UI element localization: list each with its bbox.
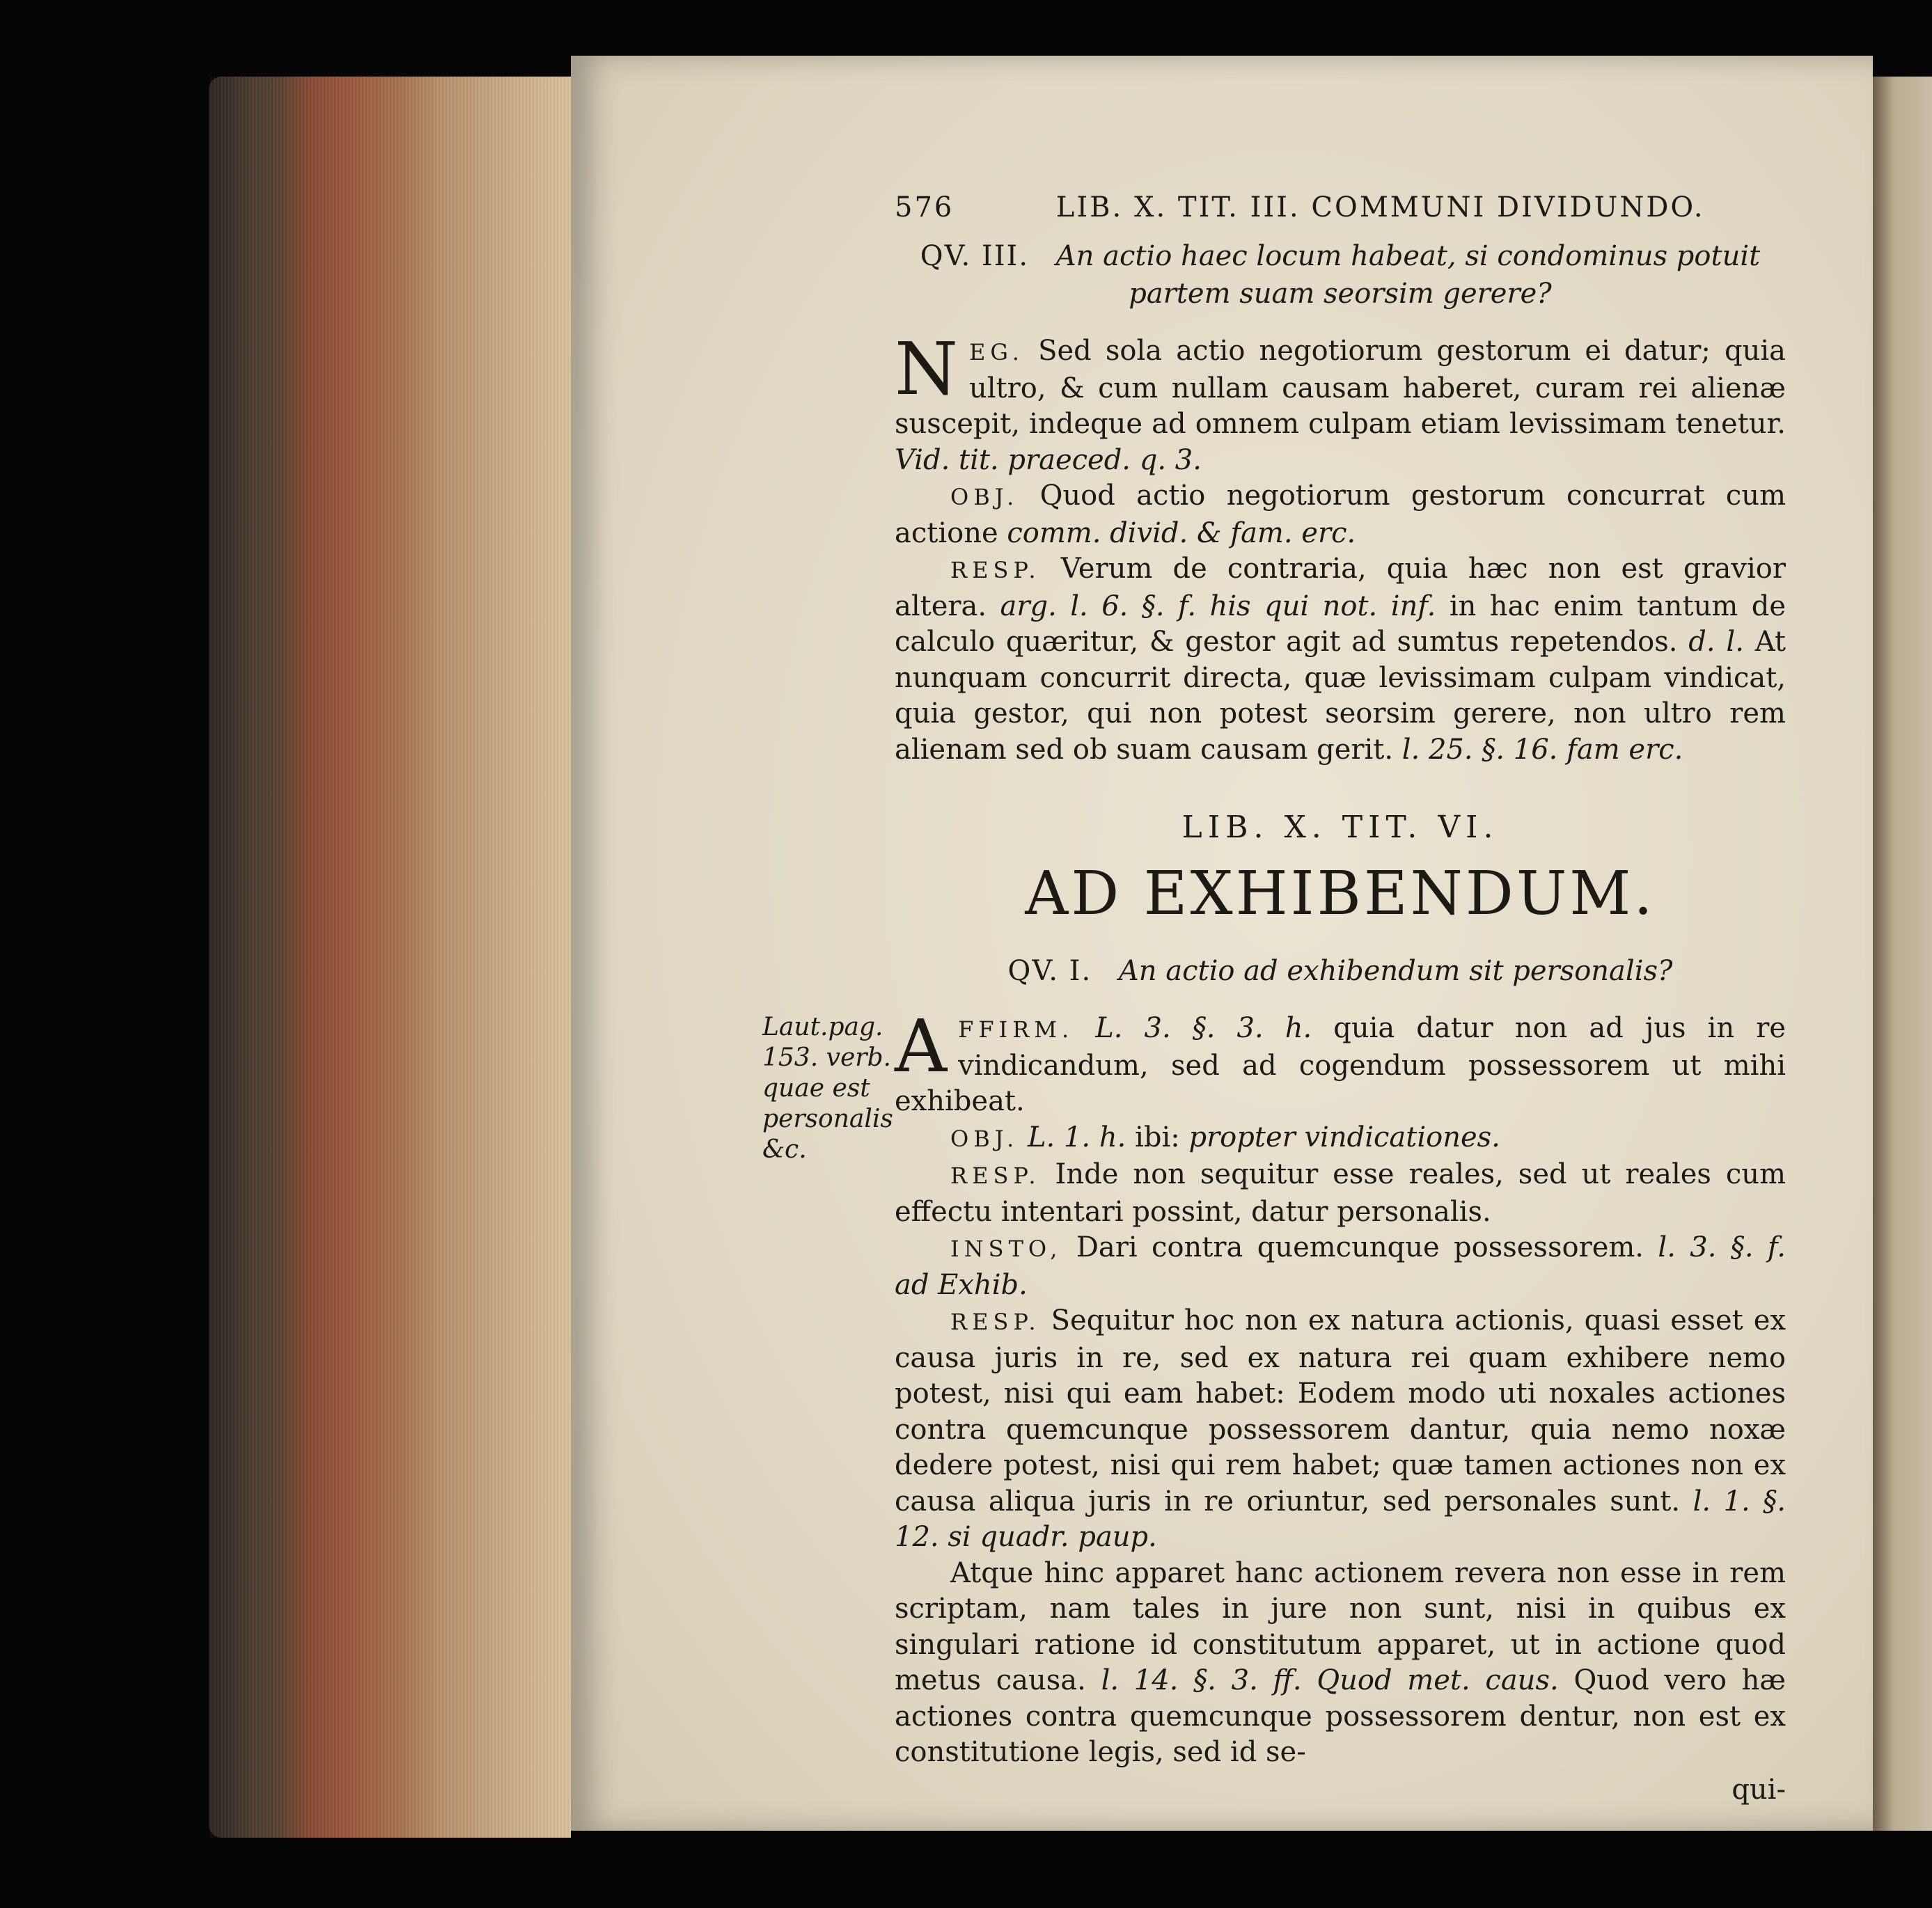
- paragraph-text: ibi:: [1135, 1121, 1180, 1153]
- drop-cap: N: [895, 326, 958, 411]
- citation: L. 3. §. 3. h.: [1095, 1012, 1312, 1044]
- margin-note-line: &c.: [762, 1135, 807, 1164]
- paragraph-text: Quod vero hæ actiones contra quemcunque possessorem dentur, non est ex constitutione legis, sed id se-: [895, 1664, 1786, 1768]
- facing-page-edge: [1873, 77, 1932, 1831]
- paragraph-text: quia datur non ad jus in re vindicandum, sed ad cogendum possessorem ut mihi exhibeat.: [895, 1012, 1786, 1117]
- paragraph-resp: [895, 1157, 1786, 1230]
- paragraph-obj: [895, 478, 1786, 551]
- paragraph-text: Quod actio negotiorum gestorum concurrat cum actione: [895, 480, 1786, 549]
- paragraph-text: Verum de contraria, quia hæc non est gravior altera.: [895, 553, 1786, 622]
- question-label: QV. III.: [920, 240, 1030, 272]
- running-title: LIB. X. TIT. III. COMMUNI DIVIDUNDO.: [1055, 191, 1705, 223]
- citation: l. 1. §. 12. si quadr. paup.: [895, 1485, 1786, 1553]
- question-three: [895, 237, 1786, 313]
- citation: L. 1. h.: [1027, 1121, 1126, 1153]
- margin-note-line: quae est: [762, 1074, 870, 1103]
- question-one: [895, 952, 1786, 990]
- paragraph-text: Inde non sequitur esse reales, sed ut reales cum effectu intentari possint, datur personalis.: [895, 1158, 1786, 1228]
- paragraph-resp-two: [895, 1303, 1786, 1556]
- citation: l. 3. §. f. ad Exhib.: [895, 1231, 1786, 1301]
- page-text: [762, 191, 1786, 1806]
- citation: d. l.: [1688, 626, 1744, 658]
- question-text: An actio haec locum habeat, si condominus potuit partem suam seorsim gerere?: [1055, 240, 1761, 310]
- margin-note: [762, 1012, 895, 1165]
- book-fore-edge: [209, 77, 571, 1838]
- paragraph-text: Sed sola actio negotiorum gestorum ei datur; quia ultro, & cum nullam causam haberet, curam rei alienæ suscepit, indeque ad omnem culpam etiam levissimam tenetur.: [895, 335, 1786, 440]
- lead-word: INSTO,: [950, 1236, 1062, 1262]
- question-text: An actio ad exhibendum sit personalis?: [1118, 955, 1673, 987]
- paragraph-insto: [895, 1230, 1786, 1303]
- citation: l. 25. §. 16. fam erc.: [1401, 733, 1683, 766]
- paragraph-atque: [895, 1556, 1786, 1771]
- margin-note-line: 153. verb.: [762, 1043, 891, 1072]
- lead-word: RESP.: [950, 1162, 1041, 1189]
- lead-word: EG.: [969, 339, 1024, 365]
- margin-note-line: Laut.pag.: [762, 1013, 883, 1041]
- citation: comm. divid. & fam. erc.: [1007, 517, 1356, 549]
- lead-word: RESP.: [950, 1309, 1041, 1335]
- margin-note-line: personalis: [762, 1105, 893, 1133]
- answer-block-one: [895, 326, 1786, 768]
- page-number: 576: [895, 191, 955, 223]
- paragraph-resp: [895, 551, 1786, 768]
- question-label: QV. I.: [1007, 955, 1092, 987]
- paragraph-obj: [895, 1120, 1786, 1158]
- paragraph-text: Dari contra quemcunque possessorem.: [1076, 1231, 1644, 1263]
- answer-block-two: [762, 1004, 1786, 1806]
- citation: arg. l. 6. §. f. his qui not. inf.: [1000, 590, 1436, 622]
- lead-word: OBJ.: [950, 1125, 1019, 1152]
- catchword: qui-: [1731, 1773, 1786, 1806]
- lead-word: RESP.: [950, 557, 1041, 583]
- paragraph-neg: [895, 326, 1786, 478]
- paragraph-text: Sequitur hoc non ex natura actionis, quasi esset ex causa juris in re, sed ex natura rei quam exhibere nemo potest, nisi qui eam habet: Eodem modo uti noxales actiones contra quemcunque possessorem dantur, quia nemo noxæ dedere potest, nisi qui rem habet; quæ tamen actiones non ex causa aliqua juris in re oriuntur, sed personales sunt.: [895, 1304, 1786, 1517]
- lead-word: FFIRM.: [958, 1016, 1074, 1043]
- section-heading: LIB. X. TIT. VI.: [1181, 810, 1499, 845]
- lead-word: OBJ.: [950, 484, 1019, 510]
- paragraph-text: Atque hinc apparet hanc actionem revera non esse in rem scriptam, nam tales in jure non sunt, nisi in quibus ex singulari ratione id constitutum apparet, ut in actione quod metus causa.: [895, 1556, 1786, 1696]
- drop-cap: A: [895, 1004, 948, 1089]
- citation: l. 14. §. 3. ff. Quod met. caus.: [1101, 1664, 1559, 1696]
- paragraph-affirm: [895, 1004, 1786, 1120]
- citation: Vid. tit. praeced. q. 3.: [895, 443, 1202, 476]
- citation: propter vindicationes.: [1188, 1121, 1500, 1153]
- paragraph-text: At nunquam concurrit directa, quæ levissimam culpam vindicat, quia gestor, qui non potest seorsim gerere, non ultro rem alienam sed ob suam causam gerit.: [895, 626, 1786, 766]
- paragraph-text: in hac enim tantum de calculo quæritur, & gestor agit ad sumtus repetendos.: [895, 590, 1786, 658]
- section-title: AD EXHIBENDUM.: [1025, 859, 1656, 929]
- running-head: [895, 191, 1786, 223]
